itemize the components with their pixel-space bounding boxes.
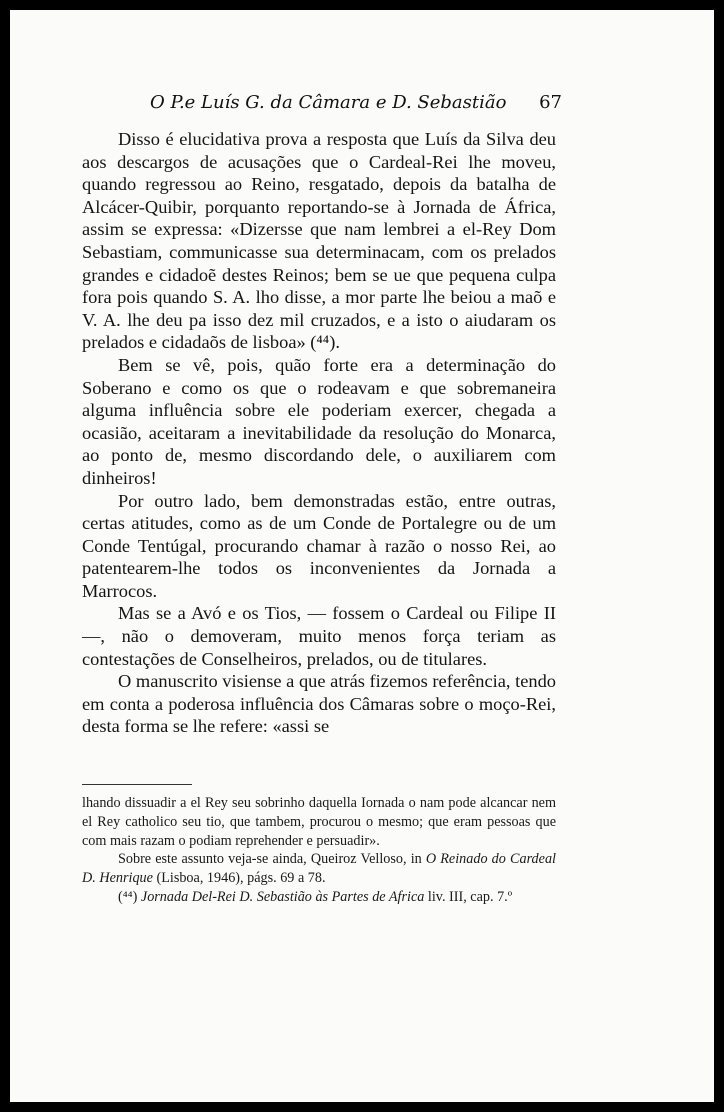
body-text: [82, 128, 556, 738]
page-number: 67: [539, 92, 562, 113]
paragraph-1: Disso é elucidativa prova a resposta que Luís da Silva deu aos descargos de acusações que o Cardeal-Rei lhe moveu, quando regressou ao Reino, resgatado, depois da batalha de Alcácer-Quibir, porquanto reportando-se à Jornada de África, assim se expressa: «Dizersse que nam lembrei a el-Rey Dom Sebastiam, communicasse sua determinacam, com os prelados grandes e cidadoẽ destes Reinos; bem se ue que pequena culpa fora pois quando S. A. lho disse, a mor parte lhe beiou a maõ e V. A. lhe deu pa isso dez mil cruzados, e a isto o aiudaram os prelados e cidadaõs de lisboa» (⁴⁴).: [82, 129, 556, 353]
footnote-44-title: Jornada Del-Rei D. Sebastião às Partes de Africa: [140, 888, 425, 905]
footnotes: [82, 794, 556, 907]
footnote-43-title: O Reinado do Cardeal D. Henrique: [82, 851, 556, 887]
paragraph-4: Mas se a Avó e os Tios, — fossem o Cardeal ou Filipe II —, não o demoveram, muito menos força teriam as contestações de Conselheiros, prelados, ou de titulares.: [82, 603, 556, 669]
footnote-43-text: Sobre este assunto veja-se ainda, Queiroz Velloso, in: [118, 851, 426, 868]
footnote-separator: [82, 784, 192, 785]
page-header: [150, 84, 562, 118]
footnote-43: [82, 850, 556, 888]
paragraph-5: O manuscrito visiense a que atrás fizemos referência, tendo em conta a poderosa influência dos Câmaras sobre o moço-Rei, desta forma se lhe refere: «assi se: [82, 671, 556, 737]
running-title: O P.e Luís G. da Câmara e D. Sebastião: [150, 92, 507, 113]
footnote-44-rest: liv. III, cap. 7.º: [424, 888, 513, 905]
footnote-43-rest: (Lisboa, 1946), págs. 69 a 78.: [152, 870, 326, 887]
footnote-44: [82, 888, 556, 907]
book-page: [10, 10, 714, 1102]
footnote-44-mark: (⁴⁴): [118, 888, 138, 905]
paragraph-3: Por outro lado, bem demonstradas estão, entre outras, certas atitudes, como as de um Conde de Portalegre ou de um Conde Tentúgal, procurando chamar à razão o nosso Rei, ao patentearem-lhe todos os inconvenientes da Jornada a Marrocos.: [82, 490, 556, 601]
paragraph-2: Bem se vê, pois, quão forte era a determinação do Soberano e como os que o rodeavam e que sobremaneira alguma influência sobre ele poderiam exercer, chegada a ocasião, aceitaram a inevitabilidade da resolução do Monarca, ao ponto de, mesmo discordando dele, o auxiliarem com dinheiros!: [82, 354, 556, 488]
footnote-continuation: lhando dissuadir a el Rey seu sobrinho daquella Iornada o nam pode alcancar nem el Rey catholico seu tio, que tambem, procurou o mesmo; que eram pessoas que com mais razam o podiam reprehender e persuadir».: [82, 795, 556, 849]
